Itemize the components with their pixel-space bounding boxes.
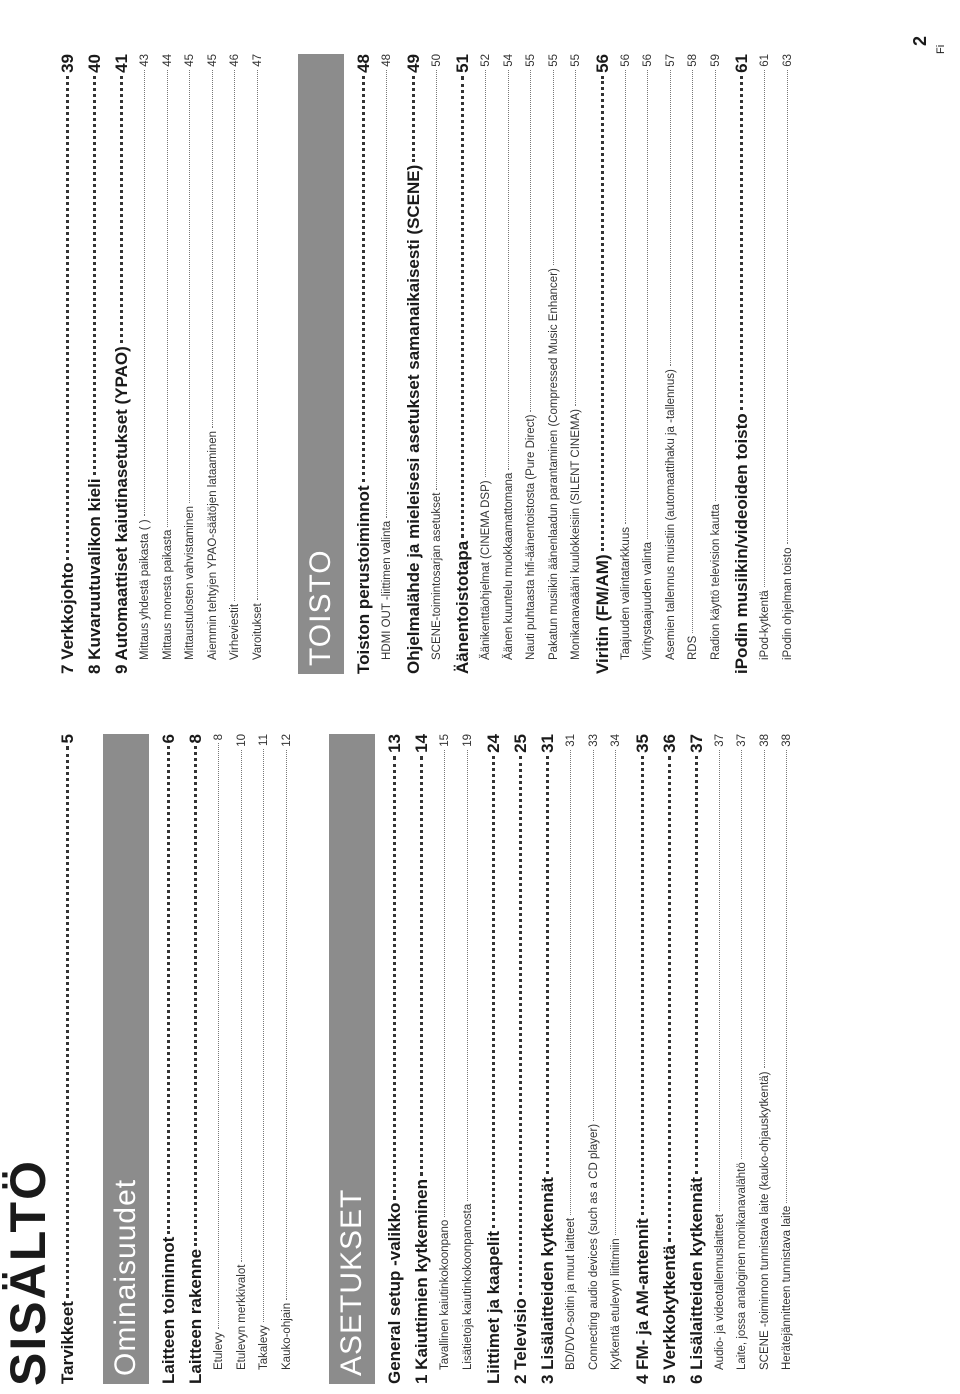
- toc-entry-label: 8 Kuvaruutuvalikon kieli: [85, 478, 104, 674]
- toc-subentry: [759, 734, 779, 1384]
- toc-subentry: [207, 54, 227, 674]
- dot-leader: [593, 750, 594, 1121]
- toc-entry: [404, 54, 428, 674]
- toc-entry: [687, 734, 711, 1384]
- toc-subentry: [252, 54, 272, 674]
- toc-entry: [732, 54, 756, 674]
- dot-leader: [692, 70, 693, 633]
- toc-entry-label: iPodin ohjelman toisto: [781, 547, 794, 660]
- toc-subentry: [480, 54, 500, 674]
- dot-leader: [444, 750, 445, 1217]
- toc-entry-label: iPod-kytkentä: [759, 590, 771, 660]
- toc-entry-label: Taajuuden valintatarkkuus: [619, 527, 632, 660]
- toc-entry: [484, 734, 508, 1384]
- toc-entry-label: Lisätietoja kaiutinkokoonpanosta: [461, 1203, 474, 1370]
- toc-page-number: 41: [112, 54, 131, 73]
- toc-entry-label: General setup -valikko: [385, 1202, 404, 1384]
- toc-entry-label: Aiemmin tehtyjen YPAO-säätöjen lataaminen: [206, 430, 219, 660]
- dot-leader: [668, 756, 671, 1242]
- toc-page-number: 63: [781, 54, 794, 67]
- toc-page-number: 61: [759, 54, 771, 67]
- toc-page-number: 46: [229, 54, 241, 67]
- section-header-toisto: TOISTO: [298, 54, 344, 674]
- toc-subentry: [610, 734, 630, 1384]
- toc-entry: [412, 734, 436, 1384]
- toc-entry-label: Varoitukset: [251, 603, 264, 660]
- toc-page-number: 55: [570, 54, 582, 67]
- dot-leader: [167, 70, 168, 527]
- toc-entry-label: Mittaus monesta paikasta: [161, 529, 174, 660]
- toc-entry-label: 7 Verkkojohto: [58, 562, 77, 674]
- toc-subentry: [236, 734, 256, 1384]
- toc-entry: [511, 734, 535, 1384]
- toc-entry-label: RDS: [687, 635, 699, 660]
- dot-leader: [412, 76, 415, 162]
- toc-page-number: 33: [587, 734, 600, 747]
- dot-leader: [786, 750, 787, 1203]
- toc-page-number: 31: [565, 734, 577, 747]
- toc-page-number: 58: [687, 54, 699, 67]
- dot-leader: [670, 70, 671, 366]
- toc-entry-label: Mittaus yhdestä paikasta ( ): [139, 519, 151, 660]
- toc-subentry: [588, 734, 608, 1384]
- toc-page-number: 39: [58, 54, 77, 73]
- page-footer: [910, 4, 956, 54]
- toc-entry-label: HDMI OUT -liittimen valinta: [381, 520, 393, 660]
- toc-subentry: [162, 54, 182, 674]
- toc-entry-label: Asemien tallennus muistiin (automaattihaku ja -tallennus): [664, 369, 677, 660]
- dot-leader: [286, 750, 287, 1300]
- dot-leader: [715, 70, 716, 501]
- dot-leader: [144, 70, 145, 517]
- dot-leader: [234, 70, 235, 601]
- dot-leader: [740, 76, 743, 410]
- toc-entry-label: Etulevyn merkkivalot: [235, 1264, 248, 1370]
- toc-page-number: 37: [736, 734, 748, 747]
- toc-entry: [112, 54, 136, 674]
- toc-subentry: [782, 54, 802, 674]
- toc-subentry: [184, 54, 204, 674]
- dot-leader: [467, 750, 468, 1201]
- toc-page-number: 59: [709, 54, 722, 67]
- toc-subentry: [462, 734, 482, 1384]
- toc-subentry: [781, 734, 801, 1384]
- toc-subentry: [620, 54, 640, 674]
- language-code: Fi: [935, 44, 947, 54]
- toc-entry-label: Laitteen toiminnot: [159, 1236, 178, 1384]
- toc-page-number: 45: [206, 54, 219, 67]
- toc-subentry: [759, 54, 779, 674]
- toc-entry-label: Virheviestit: [229, 603, 241, 660]
- toc-entry: [660, 734, 684, 1384]
- toc-entry-label: Liittimet ja kaapelit: [484, 1230, 503, 1384]
- dot-leader: [420, 756, 423, 1176]
- dot-leader: [66, 746, 69, 1298]
- dot-leader: [719, 750, 720, 1211]
- toc-subentry: [714, 734, 734, 1384]
- toc-page-number: 38: [758, 734, 771, 747]
- toc-subentry: [570, 54, 590, 674]
- toc-subentry: [281, 734, 301, 1384]
- toc-entry-label: Connecting audio devices (such as a CD player): [587, 1123, 600, 1370]
- dot-leader: [461, 76, 464, 538]
- toc-page-number: 31: [538, 734, 557, 753]
- toc-page-number: 14: [412, 734, 431, 753]
- toc-page-number: 37: [686, 734, 706, 753]
- dot-leader: [546, 756, 549, 1174]
- dot-leader: [508, 70, 509, 470]
- dot-leader: [386, 70, 387, 518]
- dot-leader: [212, 70, 213, 428]
- dot-leader: [189, 70, 190, 503]
- toc-page-number: 56: [642, 54, 654, 67]
- toc-page-number: 15: [439, 734, 451, 747]
- dot-leader: [787, 70, 788, 545]
- toc-entry-label: Äänikenttäohjelmat (CINEMA DSP): [480, 480, 492, 660]
- toc-subentry: [525, 54, 545, 674]
- toc-entry-label: Viritystaajuuden valinta: [642, 541, 654, 660]
- toc-entry-label: Äänen kuuntelu muokkaamattomana: [502, 472, 515, 660]
- toc-entry-label: 9 Automaattiset kaiutinasetukset (YPAO): [112, 346, 131, 674]
- toc-subentry: [736, 734, 756, 1384]
- toc-subentry: [687, 54, 707, 674]
- toc-page-number: 44: [161, 54, 174, 67]
- toc-page-number: 43: [139, 54, 151, 67]
- toc-subentry: [503, 54, 523, 674]
- toc-subentry: [565, 734, 585, 1384]
- toc-page-number: 6: [159, 734, 178, 744]
- toc-page-number: 52: [480, 54, 492, 67]
- toc-entry-label: Mittaustulosten vahvistaminen: [184, 505, 196, 660]
- dot-leader: [575, 70, 576, 406]
- toc-page-number: 5: [58, 734, 77, 744]
- toc-subentry: [258, 734, 278, 1384]
- toc-page-number: 55: [547, 54, 560, 67]
- toc-page-number: 47: [251, 54, 264, 67]
- toc-entry-label: Kytkentä etulevyn liittimiin: [610, 1238, 622, 1370]
- toc-subentry: [439, 734, 459, 1384]
- toc-page-number: 57: [664, 54, 677, 67]
- toc-page-number: 55: [525, 54, 537, 67]
- toc-entry: [58, 734, 82, 1384]
- toc-page-number: 51: [453, 54, 472, 73]
- toc-page-number: 19: [461, 734, 474, 747]
- dot-leader: [93, 76, 96, 476]
- dot-leader: [436, 70, 437, 490]
- toc-subentry: [139, 54, 159, 674]
- dot-leader: [362, 76, 365, 483]
- section-header-asetukset: ASETUKSET: [329, 734, 375, 1384]
- toc-page-number: 37: [713, 734, 726, 747]
- dot-leader: [641, 756, 644, 1215]
- toc-subentry: [642, 54, 662, 674]
- toc-entry-label: Takalevy: [258, 1325, 270, 1370]
- dot-leader: [601, 76, 604, 551]
- dot-leader: [485, 70, 486, 478]
- dot-leader: [570, 750, 571, 1215]
- toc-entry: [186, 734, 210, 1384]
- toc-page-number: 48: [381, 54, 393, 67]
- toc-page-number: 49: [403, 54, 423, 73]
- toc-entry: [85, 54, 109, 674]
- toc-page-number: 38: [781, 734, 793, 747]
- toc-page-number: 50: [430, 54, 443, 67]
- toc-page-number: 36: [659, 734, 679, 753]
- toc-entry-label: Äänentoistotapa: [453, 540, 472, 674]
- dot-leader: [615, 750, 616, 1236]
- toc-entry: [453, 54, 477, 674]
- toc-entry-label: SCENE-toimintosarjan asetukset: [430, 492, 443, 660]
- dot-leader: [695, 756, 698, 1174]
- dot-leader: [167, 746, 170, 1233]
- toc-page-number: 11: [258, 734, 270, 746]
- toc-entry: [385, 734, 409, 1384]
- dot-leader: [120, 76, 123, 343]
- toc-page-number: 12: [280, 734, 293, 747]
- toc-page-number: 56: [592, 54, 612, 73]
- toc-subentry: [665, 54, 685, 674]
- toc-subentry: [229, 54, 249, 674]
- dot-leader: [257, 70, 258, 601]
- dot-leader: [764, 750, 765, 1069]
- toc-subentry: [548, 54, 568, 674]
- dot-leader: [625, 70, 626, 524]
- toc-entry-label: Ohjelmalähde ja mieleisesi asetukset samanaikaisesti (SCENE): [403, 164, 423, 674]
- dot-leader: [241, 750, 242, 1262]
- toc-page-number: 34: [610, 734, 622, 747]
- toc-entry: [633, 734, 657, 1384]
- toc-entry: [593, 54, 617, 674]
- dot-leader: [647, 70, 648, 539]
- toc-page-number: 56: [619, 54, 632, 67]
- toc-page-number: 24: [484, 734, 503, 753]
- dot-leader: [553, 70, 554, 265]
- dot-leader: [519, 756, 522, 1295]
- toc-page-number: 40: [85, 54, 104, 73]
- toc-entry-label: BD/DVD-soitin ja muut laitteet: [565, 1217, 577, 1370]
- toc-entry: [58, 54, 82, 674]
- dot-leader: [263, 749, 264, 1322]
- toc-subentry: [213, 734, 233, 1384]
- toc-page-number: 61: [732, 54, 751, 73]
- toc-page-number: 8: [186, 734, 205, 744]
- page-number: 2: [910, 35, 930, 46]
- toc-entry-label: Kauko-ohjain: [280, 1302, 293, 1370]
- dot-leader: [492, 756, 495, 1228]
- dot-leader: [741, 750, 742, 1159]
- toc-entry-label: Herätejännitteen tunnistava laite: [781, 1205, 793, 1370]
- toc-page-number: 8: [213, 734, 225, 741]
- toc-entry-label: Viritin (FM/AM): [592, 554, 612, 674]
- toc-entry-label: Pakatun musiikin äänenlaadun parantaminen (Compressed Music Enhancer): [547, 268, 560, 660]
- toc-page-number: 45: [184, 54, 196, 67]
- toc-entry-label: Laitteen rakenne: [186, 1248, 205, 1384]
- dot-leader: [194, 746, 197, 1245]
- toc-subentry: [710, 54, 730, 674]
- toc-entry-label: Toiston perustoiminnot: [354, 485, 373, 674]
- toc-entry-label: Laite, jossa analoginen monikanavalähtö: [736, 1162, 748, 1370]
- toc-entry: [538, 734, 562, 1384]
- page-title: SISÄLTÖ: [0, 1159, 56, 1386]
- toc-subentry: [381, 54, 401, 674]
- toc-page-number: 25: [511, 734, 530, 753]
- toc-entry-label: Tarvikkeet: [58, 1301, 77, 1384]
- toc-entry-label: 3 Lisälaitteiden kytkennät: [538, 1177, 557, 1384]
- toc-entry-label: Monikanavaääni kuulokkeisiin (SILENT CINEMA): [570, 409, 582, 660]
- dot-leader: [393, 756, 396, 1200]
- dot-leader: [218, 743, 219, 1329]
- toc-entry: [159, 734, 183, 1384]
- toc-entry-label: Radion käyttö television kautta: [709, 504, 722, 660]
- toc-entry: [354, 54, 378, 674]
- dot-leader: [530, 70, 531, 412]
- toc-entry-label: 5 Verkkokytkentä: [659, 1245, 679, 1384]
- toc-entry-label: Tavallinen kaiutinkokoonpano: [439, 1219, 451, 1370]
- toc-page-number: 13: [385, 734, 404, 753]
- toc-entry-label: 1 Kaiuttimien kytkeminen: [412, 1178, 431, 1384]
- toc-page-number: 48: [354, 54, 373, 73]
- dot-leader: [66, 76, 69, 560]
- section-header-ominaisuudet: Ominaisuudet: [103, 734, 149, 1384]
- toc-page-number: 54: [502, 54, 515, 67]
- toc-entry-label: 6 Lisälaitteiden kytkennät: [686, 1177, 706, 1384]
- toc-entry-label: 2 Televisio: [511, 1298, 530, 1384]
- dot-leader: [764, 70, 765, 588]
- toc-entry-label: SCENE -toiminnon tunnistava laite (kauko-ohjauskytkentä): [758, 1071, 771, 1370]
- toc-entry-label: 4 FM- ja AM-antennit: [632, 1218, 652, 1384]
- toc-entry-label: Audio- ja videotallennuslaitteet: [713, 1214, 726, 1370]
- toc-subentry: [431, 54, 451, 674]
- toc-entry-label: Nauti puhtaasta hifi-äänentoistosta (Pure Direct): [525, 414, 537, 660]
- toc-page-number: 10: [235, 734, 248, 747]
- toc-entry-label: iPodin musiikin/videoiden toisto: [732, 413, 751, 674]
- toc-page-number: 35: [632, 734, 652, 753]
- toc-entry-label: Etulevy: [213, 1332, 225, 1370]
